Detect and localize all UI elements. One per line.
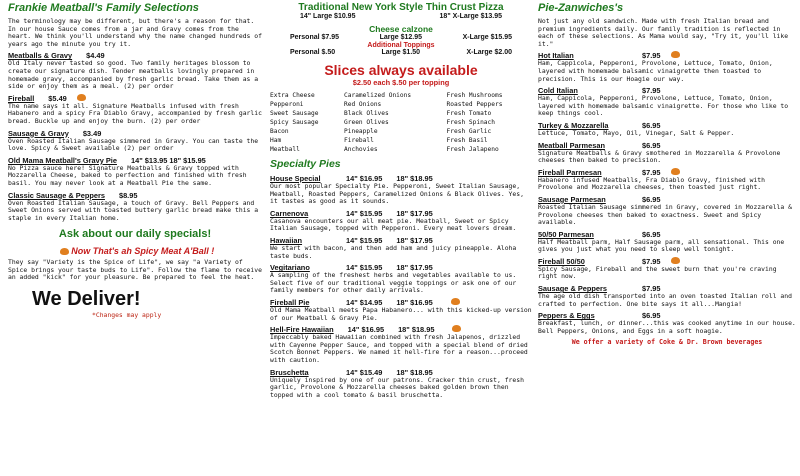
spicy-title-text: Now That's ah Spicy Meat A'Ball ! [71,246,215,257]
specialty-pies-title: Specialty Pies [270,158,341,170]
sandwich-item [538,121,796,138]
topping-cell: Fresh Mushrooms [446,92,503,99]
family-item-description: The name says it all. Signature Meatballs infused with fresh Habanero and a spicy Fra Diablo Gravy, accompanied by fresh garlic bread. Buckle up and enjoy the burn. (2) per order [8,101,262,125]
toppings-row [270,100,532,109]
calzone-large: Large $12.95 [379,34,423,41]
sandwich-item [538,311,796,335]
slices-prices: $2.50 each $.50 per topping [352,78,450,87]
topping-cell: Bacon [270,128,289,135]
sandwich-price: $7.95 [642,86,661,96]
topping-cell: Anchovies [344,146,378,153]
topping-cell: Red Onions [344,101,382,108]
pie-price-18: 18" $18.95 [396,174,433,183]
sandwich-item [538,168,796,192]
pepper-icon [77,94,86,101]
topping-cell: Sweet Sausage [270,110,319,117]
family-item-price: $3.49 [82,128,102,138]
pepper-icon [671,168,680,175]
family-item-description: Old Italy never tasted so good. Two family heritages blossom to create our signature dish. Tender meatballs lovingly prepared in homemade gravy, accompanied by fresh garlic bread. Take them as a side or enjoy them as a meal. (2) per order [8,59,259,91]
pepper-icon [671,257,680,264]
pie-name: Vegitariano [270,263,310,273]
topping-cell: Fireball [344,137,374,144]
sandwich-price: $6.95 [642,229,661,239]
sandwich-name: Peppers & Eggs [538,311,595,321]
sandwich-description: Ham, Cappicola, Pepperoni, Provolone, Lettuce, Tomato, Onion, layered with homemade balsamic vinaigrette then toasted to precision. This is our Hoagie our way. [538,59,773,83]
specialty-pie [270,298,532,322]
pie-price-14: 14" $16.95 [347,325,385,335]
sandwich-description: Half Meatball parm, Half Sausage parm, all sensational. This one gives you just what you need to sleep well tonight. [538,237,785,254]
pie-price-18: 18" $16.95 [396,297,433,307]
pie-price-18: 18" $17.95 [396,235,433,245]
sandwich-item [538,51,796,83]
family-item-description: No Pizza sauce here! Signature Meatballs & Gravy topped with Mozzarella Cheese, baked to perfection and finished with fresh basil. You may never look at a Meatball Pie the same. [8,163,247,187]
sandwich-description: Habanero infused Meatballs, Fra Diablo Gravy, finished with Provolone and Mozzarella cheeses, then toasted just right. [538,175,766,192]
topping-cell: Fresh Garlic [446,128,492,135]
sandwich-name: Sausage Parmesan [538,194,606,204]
specialty-pie [270,174,532,206]
pie-price-14: 14" $15.95 [346,208,383,218]
pepper-icon [451,298,460,305]
toppings-row [270,127,532,136]
sandwich-name: Cold Italian [538,86,578,96]
pie-name: Hawaiian [270,235,303,245]
family-item [8,191,262,223]
pie-price-18: 18" $18.95 [396,367,433,377]
topping-cell: Black Olives [344,110,389,117]
topping-cell: Ham [270,137,282,144]
toppings-row [270,109,532,118]
pizza-sizes [270,13,532,20]
pie-description: We start with bacon, and then add ham and juicy pineapple. Aloha taste buds. [270,243,517,260]
additional-toppings-title: Additional Toppings [367,42,435,49]
sandwich-description: Roasted Italian Sausage simmered in Gravy, covered in Mozzarella & Provolone cheeses then baked to exactness. Sweet and Spicy available. [538,202,792,227]
toppings-row [270,91,532,100]
sandwich-name: Fireball Parmesan [538,167,602,177]
calzone-title: Cheese calzone [369,24,433,34]
family-item-price: $4.49 [86,51,105,61]
topping-cell: Pineapple [344,128,378,135]
calzone-sizes [270,34,532,41]
sandwich-items-list [538,51,796,335]
pie-name: Carnenova [270,208,309,218]
topping-cell: Green Olives [344,119,389,126]
pie-description: Uniquely inspired by one of our patrons. Cracker thin crust, fresh garlic, Provolone & Mozzarella cheeses baked golden brown then topped with a cool tomato & basil bruschetta. [270,375,524,399]
sandwich-name: Turkey & Mozzarella [538,120,609,130]
family-item-name: Classic Sausage & Peppers [8,190,105,200]
sandwich-name: Sausage & Peppers [538,284,608,294]
family-item-name: Meatballs & Gravy [8,51,73,61]
pizza-column [270,0,532,476]
pie-name: Bruschetta [270,367,309,377]
piezanwiches-intro: Not just any old sandwich. Made with fresh Italian bread and premium ingredients daily. Our family tradition is reflected in each of these selections. As Mama would say, "Try it, you'll like it." [538,17,789,48]
sandwich-price: $7.95 [642,51,661,61]
sandwich-price: $7.95 [642,284,661,294]
topping-cell: Fresh Spinach [446,119,495,126]
sandwich-price: $6.95 [642,140,661,150]
sandwich-name: 50/50 Parmesan [538,229,594,239]
family-selections-column [8,0,262,476]
sandwich-description: Breakfast, lunch, or dinner...this was cooked anytime in our house. Bell Peppers, Onions, and Eggs in a soft hoagie. [538,319,796,335]
pie-name: Fireball Pie [270,297,310,307]
changes-note: *Changes may apply [92,311,162,320]
topping-cell: Fresh Jalapeno [446,146,499,153]
sandwich-description: Signature Meatballs & Gravy smothered in Mozzarella & Provolone cheeses then baked to precision. [538,148,781,165]
family-item-name: Fireball [8,93,35,103]
topping-cell: Fresh Tomato [446,110,492,117]
sandwich-price: $6.95 [642,120,661,130]
family-item-price: $5.49 [48,93,67,103]
topping-cell: Caramelized Onions [344,92,412,99]
sandwich-item [538,141,796,165]
pie-description: Our most popular Specialty Pie. Pepperoni, Sweet Italian Sausage, Meatball, Roasted Peppers, Caramelized Onions & Black Olives. Yes, it tastes as good as it sounds. [270,182,524,206]
pie-price-18: 18" $18.95 [398,325,435,335]
sandwich-item [538,230,796,254]
topping-cell: Meatball [270,146,300,153]
specialty-pie [270,325,532,364]
pie-price-14: 14" $15.95 [346,235,383,245]
pizza-size-large: 14" Large $10.95 [300,13,356,20]
toppings-xlarge: X-Large $2.00 [466,49,512,56]
pie-name: Hell-Fire Hawaiian [270,325,334,335]
pie-description: Impeccably baked Hawaiian combined with fresh Jalapenos, drizzled with Cayenne Pepper Sauce, and topped with a special blend of dried Scotch Bonnet Peppers. We named it hell-fire for a reason...proceed with caution. [270,333,528,364]
pepper-icon [60,248,69,255]
family-item-name: Old Mama Meatball's Gravy Pie [8,155,117,165]
topping-cell: Extra Cheese [270,92,315,99]
sandwich-item [538,86,796,118]
sandwich-name: Fireball 50/50 [538,256,585,266]
pepper-icon [671,51,680,58]
sandwich-description: Ham, Cappicola, Pepperoni, Provolone, Lettuce, Tomato, Onion, layered with homemade balsamic vinaigrette. For those who like to keep things cool. [538,94,789,118]
family-selections-title: Frankie Meatball's Family Selections [8,2,199,14]
family-intro: The terminology may be different, but there's a reason for that. In our house Sauce comes from a jar and Gravy comes from the heart. We think you'll understand why the name changed hundreds of years ago the minute you try it. [8,17,262,48]
we-deliver-heading: We Deliver! [32,288,141,311]
sandwich-item [538,284,796,308]
toppings-row [270,118,532,127]
sandwich-item [538,195,796,227]
family-item-name: Sausage & Gravy [8,128,69,138]
specialty-pie [270,236,532,260]
spicy-description: They say "Variety is the Spice of Life", we say "a Variety of Spice brings your taste buds to Life". Follow the flame to receive an added "kick" for your pleasure. Be prepared to feel the heat. [8,258,262,282]
pie-price-14: 14" $15.49 [346,367,383,377]
sandwich-price: $7.95 [642,167,661,177]
toppings-sizes [270,49,532,56]
specialty-pie [270,209,532,233]
pie-description: Old Mama Meatball meets Papa Habanero... with this kicked-up version of our Meatball & Gravy Pie. [270,305,532,322]
family-item [8,94,262,126]
pie-price-14: 14" $14.95 [346,297,383,307]
family-item-price: $8.95 [118,190,138,200]
specialty-pie [270,263,532,295]
pie-description: A sampling of the freshest herbs and vegetables available to us. Select five of our traditional veggie toppings or ask one of our family members for other daily arrivals. [270,271,517,295]
specialty-pie [270,368,532,400]
pizza-title: Traditional New York Style Thin Crust Pizza [298,2,504,13]
sandwich-price: $6.95 [642,194,661,204]
toppings-row [270,145,532,154]
toppings-large: Large $1.50 [381,49,421,56]
pie-price-18: 18" $17.95 [396,208,433,218]
toppings-row [270,136,532,145]
family-item-price: 14" $13.95 18" $15.95 [130,155,206,165]
sandwich-item [538,257,796,281]
topping-cell: Roasted Peppers [446,101,503,108]
piezanwiches-column [538,0,796,476]
sandwich-description: Lettuce, Tomato, Mayo, Oil, Vinegar, Salt & Pepper. [538,128,735,137]
sandwich-price: $6.95 [642,311,661,321]
pie-name: House Special [270,174,321,183]
sandwich-price: $7.95 [642,256,661,266]
piezanwiches-title: Pie-Zanwiches's [538,2,624,14]
pie-price-18: 18" $17.95 [396,263,433,273]
pie-price-14: 14" $15.95 [346,263,383,273]
family-item [8,156,262,188]
spicy-title [8,246,262,256]
calzone-xlarge: X-Large $15.95 [462,34,512,41]
family-items-list [8,51,262,222]
family-item-description: Oven Roasted Italian Sausage simmered in Gravy. You can taste the love. Spicy & Sweet available (2) per order [8,136,259,153]
family-item [8,51,262,90]
sandwich-name: Hot Italian [538,51,574,61]
toppings-personal: Personal $.50 [290,49,336,56]
slices-title: Slices always available [324,62,478,78]
sandwich-name: Meatball Parmesan [538,140,605,150]
toppings-table [270,91,532,154]
topping-cell: Pepperoni [270,101,304,108]
sandwich-description: The age old dish transported into an oven toasted Italian roll and crafted to perfection. One bite says it all...Mangia! [538,292,792,308]
topping-cell: Fresh Basil [446,137,488,144]
topping-cell: Spicy Sausage [270,119,319,126]
family-item [8,129,262,153]
daily-specials-banner: Ask about our daily specials! [58,228,212,241]
calzone-personal: Personal $7.95 [290,34,340,41]
family-item-description: Oven Roasted Italian Sausage, a touch of Gravy. Bell Peppers and Sweet Onions served with toasted buttery garlic bread make this a staple in every Italian home. [8,198,259,222]
beverages-footer: We offer a variety of Coke & Dr. Brown beverages [571,338,763,347]
sandwich-description: Spicy Sausage, Fireball and the sweet burn that you're craving right now. [538,264,777,281]
specialty-pies-list [270,174,532,399]
pepper-icon [452,325,461,332]
pie-price-14: 14" $16.95 [346,174,383,183]
pizza-size-xlarge: 18" X-Large $13.95 [439,13,502,20]
pie-description: Casanova encounters our all meat pie. Meatball, Sweet or Spicy Italian Sausage, topped with Pepperoni. Every meat lovers dream. [270,216,517,233]
